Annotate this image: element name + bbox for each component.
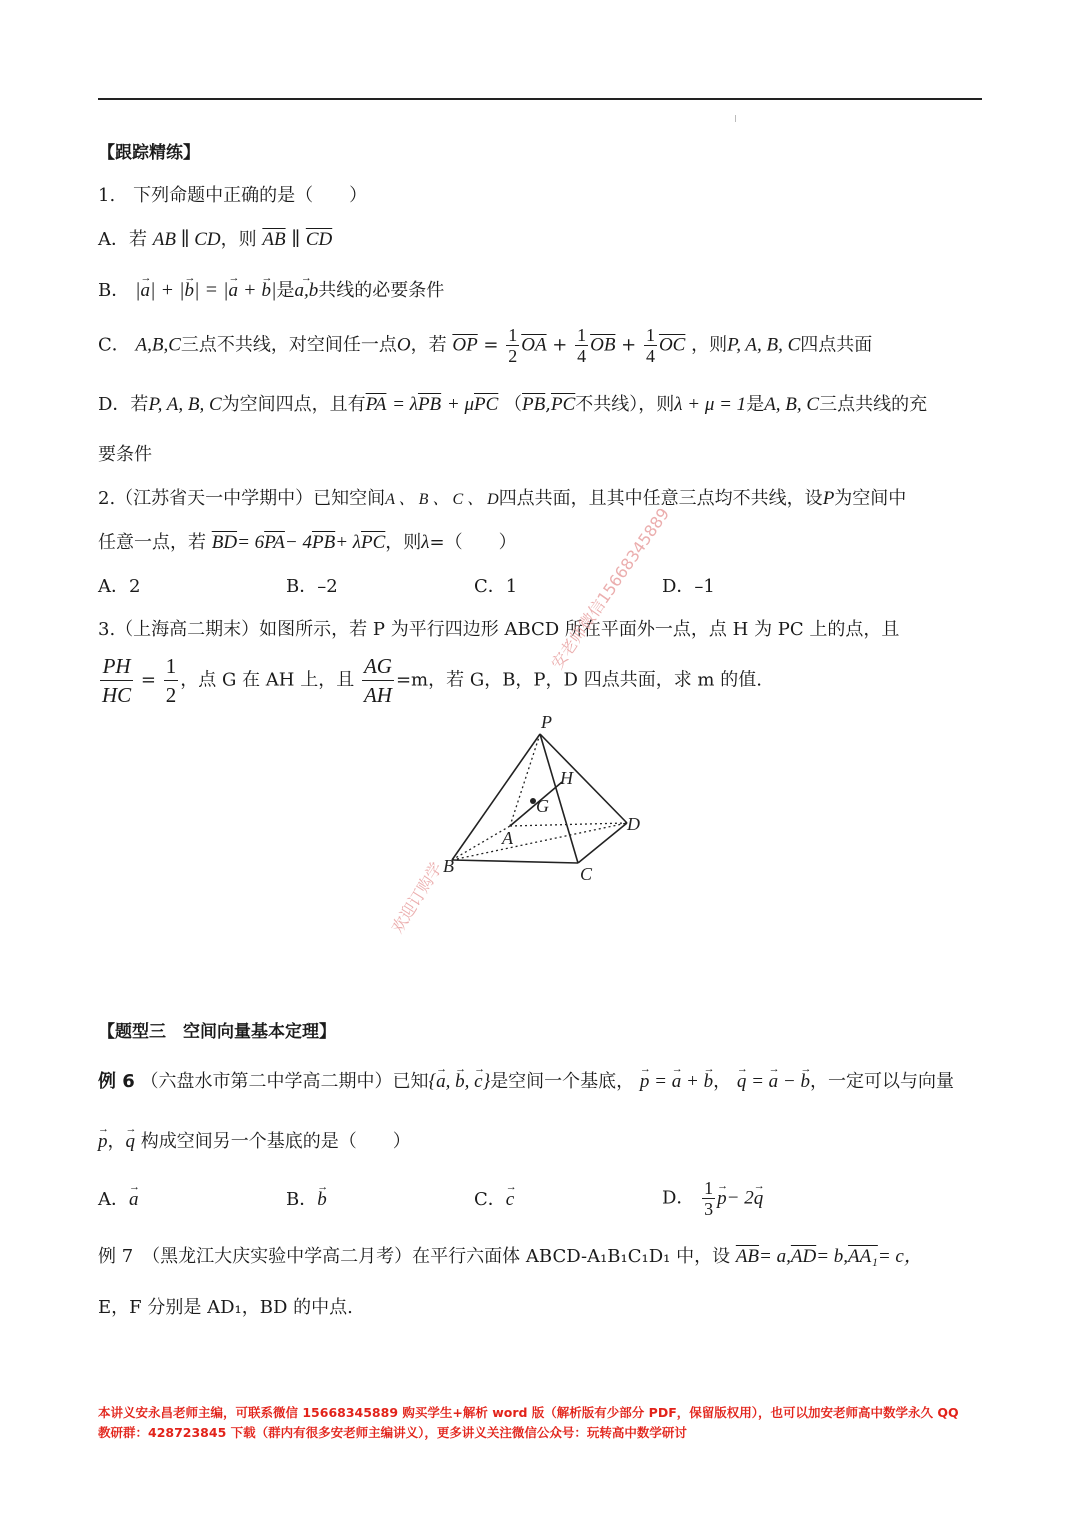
q2-text-b: 四点共面，且其中任意三点均不共线，设 (498, 488, 823, 509)
opt-b-vec: → b (317, 1188, 327, 1212)
q1-d-text1: 为空间四点，且有 (221, 394, 366, 415)
q2-vector-pc: $\overline{PC}$ (361, 532, 386, 553)
q3-mid: ，点 G 在 AH 上，且 (180, 669, 355, 691)
vector-oa: $\overline{OA}$ (521, 334, 547, 356)
section-heading-tracking: 【跟踪精练】 (98, 143, 200, 163)
ex6-p-def: → p = → a + → b (640, 1071, 713, 1092)
vector-pb-2: $\overline{PB}$ (522, 394, 546, 415)
q2-text-c: 为空间中 (834, 488, 907, 509)
header-tick (735, 115, 736, 122)
q2-points: A 、 B 、 C 、 D (385, 491, 499, 508)
watermark-welcome: 欢迎订购学 (387, 858, 447, 937)
q2-option-d: D．–1 (662, 576, 715, 597)
q1-a-label: A．若 (98, 229, 147, 250)
vector-pb: $\overline{PB}$ (417, 394, 442, 415)
q1-c-origin: O (396, 334, 411, 356)
q1-c-text4: 四点共面 (800, 334, 873, 356)
ex7-eq-b: = b, (816, 1246, 849, 1267)
ex6-vec-p: → p (98, 1130, 108, 1154)
ex6-text4: 构成空间另一个基底的是（ ） (140, 1131, 411, 1152)
ex6-q-def: → q = → a − → b (737, 1071, 810, 1092)
ex6-basis-set: {→ a, → b, → c} (429, 1071, 491, 1092)
vector-cd: $\overline{CD}$ (305, 229, 333, 250)
q1-d-comma: , (545, 394, 551, 415)
ex6-option-a: A．→ a (98, 1188, 139, 1212)
vector-ob: $\overline{OB}$ (590, 334, 616, 356)
q1-b-label: B． (98, 280, 130, 301)
q3-line2 (98, 652, 762, 709)
ex7-eq-a: = a, (759, 1246, 791, 1267)
q2-text-e: ，则 (385, 532, 422, 553)
vector-oc: $\overline{OC}$ (658, 334, 686, 356)
label-d: D (627, 814, 640, 834)
q1-option-b (98, 278, 444, 303)
q1-d-cond: λ + μ = 1 (674, 394, 747, 415)
q2-point-p: P (822, 488, 835, 509)
vector-ab: $\overline{AB}$ (262, 229, 286, 250)
opt-a-vec: → a (129, 1188, 139, 1212)
q1-d-lambda: = λ (392, 394, 418, 415)
q2-option-c: C．1 (474, 576, 518, 597)
q1-c-points: A,B,C (135, 334, 181, 356)
opt-d-p: → p (717, 1187, 727, 1211)
ex7-line2: E，F 分别是 AD₁，BD 的中点. (98, 1297, 353, 1318)
section-heading-type3: 【题型三 空间向量基本定理】 (98, 1022, 336, 1042)
label-c: C (580, 864, 593, 884)
frac-third: $\frac{1}{3}$ (704, 1178, 714, 1219)
ex6-vec-q: → q (126, 1130, 136, 1154)
q1-b-ab: → a,b (294, 279, 318, 303)
ex6-option-d: D． $\frac{1}{3}$ → p− 2→ q (662, 1178, 763, 1219)
ex6-text2: 是空间一个基底， (490, 1071, 635, 1092)
q2-text-a: 2.（江苏省天一中学期中）已知空间 (98, 488, 386, 509)
frac-quarter-1: $\frac{1}{4}$ (577, 325, 587, 366)
q2-eq3: + λ (335, 532, 362, 553)
q1-c-points2: P, A, B, C (727, 334, 801, 356)
q1-stem: 1. 下列命题中正确的是（ ） (98, 185, 368, 206)
q1-d-text2: 是 (746, 394, 765, 415)
q1-b-equation: |→ a| + |→ b| = |→ a + → b| (135, 279, 277, 301)
q2-vector-pa: $\overline{PA}$ (264, 532, 285, 553)
ex7-vector-aa1: AA₁ (848, 1246, 878, 1267)
ex6-label: 例 6 (98, 1071, 135, 1092)
q2-eq2: − 4 (284, 532, 312, 553)
q2-lambda: λ (421, 532, 430, 553)
ex6-option-b: B．→ b (286, 1188, 327, 1212)
footer-line1: 本讲义安永昌老师主编，可联系微信 15668345889 购买学生+解析 word 版（解析版有少部分 PDF，保留版权用），也可以加安老师高中数学永久 QQ (98, 1405, 959, 1420)
q1-d-mu: + μ (446, 394, 475, 415)
ex7-vector-ad: $\overline{AD}$ (790, 1246, 817, 1267)
label-h: H (560, 768, 573, 788)
opt-d-q: → q (754, 1187, 764, 1211)
q1-c-text2: ，若 (410, 334, 447, 356)
q1-option-a (98, 228, 332, 252)
q3-tail: =m，若 G，B，P，D 四点共面，求 m 的值. (395, 669, 762, 691)
q1-option-c: C． A,B,C三点不共线，对空间任一点O，若 $\overline{OP}$ = $\frac{1}{2}$ $\overline{OA}$ + $\frac{1}{4}$ $\overline{OB}$ + $\frac{1}{4}$ $\overline{OC}$ ，则P, A, B, C四点共面 (98, 325, 873, 366)
q1-a-mid: ，则 (220, 229, 257, 250)
pyramid-figure (430, 708, 660, 888)
q1-a-cond: AB ∥ CD (152, 229, 221, 250)
frac-ag-ah: $\frac{AG}{AH}$ (363, 654, 392, 707)
ex6-option-c: C．→ c (474, 1188, 514, 1212)
parallel-sign: ∥ (291, 229, 301, 250)
q1-d-text3: 三点共线的充 (819, 394, 928, 415)
q1-c-label: C． (98, 334, 130, 356)
frac-one-half: $\frac{1}{2}$ (165, 654, 177, 707)
q1-c-text1: 三点不共线，对空间任一点 (180, 334, 397, 356)
ex7-text1: 例 7 （黑龙江大庆实验中学高二月考）在平行六面体 ABCD-A₁B₁C₁D₁ 中，设 (98, 1246, 731, 1267)
q1-option-d-cont: 要条件 (98, 444, 152, 465)
q2-eq1: = 6 (237, 532, 265, 553)
label-a: A (502, 828, 513, 848)
label-p: P (541, 712, 552, 732)
header-rule (98, 98, 982, 100)
q1-d-points: P, A, B, C (148, 394, 222, 415)
frac-quarter-2: $\frac{1}{4}$ (645, 325, 655, 366)
vector-pc-2: $\overline{PC}$ (550, 394, 576, 415)
q2-option-a: A．2 (98, 576, 141, 597)
ex7-eq-c: = c， (877, 1246, 923, 1267)
q3-eq: = (140, 669, 157, 691)
frac-ph-hc: $\frac{PH}{HC}$ (102, 654, 132, 707)
ex7-line1 (98, 1245, 923, 1269)
label-g: G (536, 796, 549, 816)
vector-bd: $\overline{BD}$ (211, 532, 238, 553)
frac-half: $\frac{1}{2}$ (508, 325, 518, 366)
ex6-line1: 例 6 （六盘水市第二中学高二期中）已知{→ a, → b, → c}是空间一个基底， → p = → a + → b， → q = → a − → b，一定可以与向量 (98, 1070, 954, 1094)
q2-option-b: B．–2 (286, 576, 338, 597)
footer-line2: 教研群：428723845 下载（群内有很多安老师主编讲义），更多讲义关注微信公众号：玩转高中数学研讨 (98, 1425, 687, 1440)
opt-d-tail: − 2 (726, 1187, 754, 1209)
q2-vector-pb: $\overline{PB}$ (311, 532, 336, 553)
ex7-vector-ab: $\overline{AB}$ (735, 1246, 760, 1267)
q2-line1 (98, 487, 906, 512)
ex6-text3: ，一定可以与向量 (809, 1071, 954, 1092)
vector-pa: $\overline{PA}$ (365, 394, 387, 415)
q1-b-tail: 共线的必要条件 (318, 280, 445, 301)
q1-c-text3: ，则 (691, 334, 728, 356)
opt-c-vec: → c (506, 1188, 514, 1212)
q2-line2 (98, 531, 517, 555)
q1-option-d (98, 393, 927, 417)
ex6-text1: （六盘水市第二中学高二期中）已知 (140, 1071, 429, 1092)
q1-b-text: 是 (276, 280, 295, 301)
q3-line1: 3.（上海高二期末）如图所示，若 P 为平行四边形 ABCD 所在平面外一点，点 H 为 PC 上的点，且 (98, 619, 900, 640)
q1-d-points3: A, B, C (764, 394, 820, 415)
q1-d-paren: （ (504, 394, 523, 415)
vector-pc: $\overline{PC}$ (474, 394, 499, 415)
watermark-phone: 安老师微信15668345889 (547, 504, 674, 673)
q2-text-f: =（ ） (429, 532, 517, 553)
q1-d-paren2: 不共线），则 (575, 394, 675, 415)
q2-text-d: 任意一点，若 (98, 532, 206, 553)
label-b: B (443, 856, 454, 876)
ex6-line2: → p，→ q 构成空间另一个基底的是（ ） (98, 1130, 411, 1154)
q1-d-label: D．若 (98, 394, 149, 415)
vector-op: $\overline{OP}$ (452, 334, 478, 356)
